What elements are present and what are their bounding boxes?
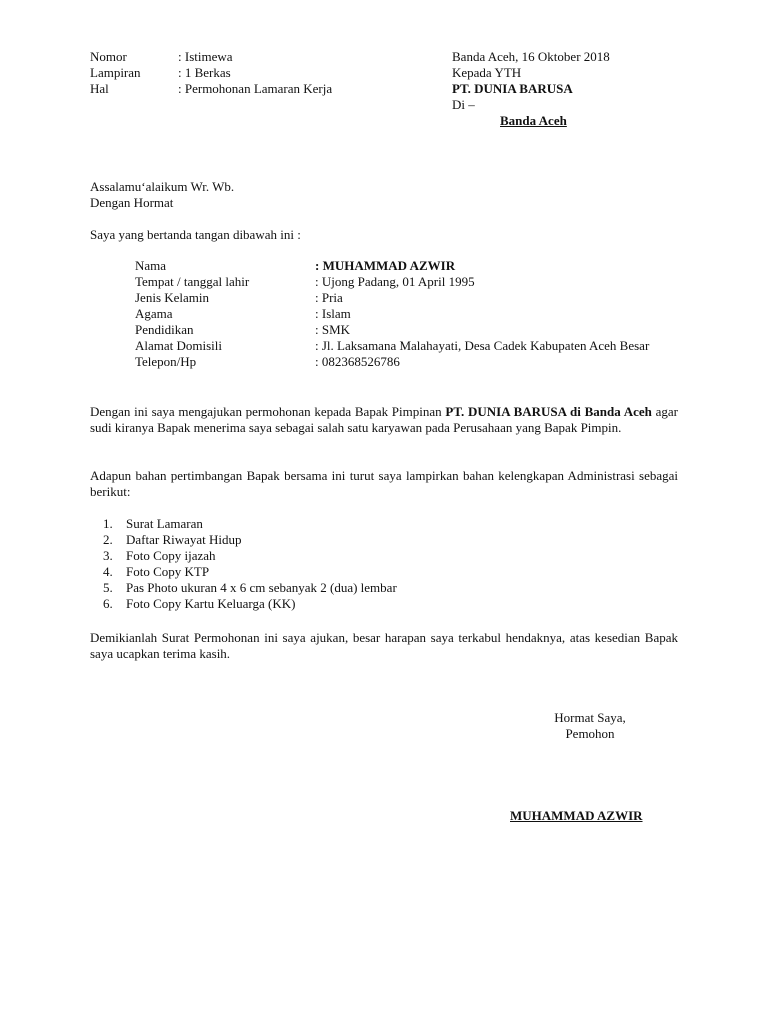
- recipient-city: Banda Aceh: [500, 113, 567, 128]
- meta-row-nomor: [90, 49, 332, 65]
- identity-row-religion: [135, 306, 680, 322]
- intro-text: Saya yang bertanda tangan dibawah ini :: [90, 227, 301, 242]
- list-text: Surat Lamaran: [126, 516, 203, 531]
- attachments-list: [103, 516, 397, 612]
- identity-row-nama: [135, 258, 680, 274]
- list-text: Foto Copy ijazah: [126, 548, 216, 563]
- identity-key: Tempat / tanggal lahir: [135, 274, 250, 289]
- identity-row-phone: [135, 354, 680, 370]
- identity-key: Pendidikan: [135, 322, 194, 337]
- meta-value: : 1 Berkas: [178, 65, 231, 80]
- list-item: [103, 596, 397, 612]
- greeting-salam: Assalamu‘alaikum Wr. Wb.: [90, 179, 235, 194]
- identity-key: Telepon/Hp: [135, 354, 197, 369]
- list-text: Foto Copy KTP: [126, 564, 210, 579]
- recipient-address: [452, 49, 682, 129]
- closing-paragraph: Demikianlah Surat Permohonan ini saya ajukan, besar harapan saya terkabul hendaknya, atas kesedian Bapak saya ucapkan terima kasih.: [90, 630, 678, 661]
- signer-name: MUHAMMAD AZWIR: [510, 808, 643, 823]
- identity-key: Agama: [135, 306, 173, 321]
- meta-value: : Permohonan Lamaran Kerja: [178, 81, 333, 96]
- request-paragraph: [90, 404, 678, 436]
- request-company: PT. DUNIA BARUSA di Banda Aceh: [445, 404, 652, 419]
- list-item: [103, 532, 397, 548]
- recipient-salutation: Kepada YTH: [452, 65, 522, 80]
- identity-value: : Ujong Padang, 01 April 1995: [315, 274, 475, 289]
- meta-value: : Istimewa: [178, 49, 233, 64]
- identity-row-education: [135, 322, 680, 338]
- list-item: [103, 548, 397, 564]
- meta-key: Lampiran: [90, 65, 141, 80]
- list-item: [103, 580, 397, 596]
- identity-value: : Pria: [315, 290, 343, 305]
- meta-key: Nomor: [90, 49, 127, 64]
- meta-row-lampiran: [90, 65, 332, 81]
- letter-date: Banda Aceh, 16 Oktober 2018: [452, 49, 610, 64]
- identity-key: Jenis Kelamin: [135, 290, 210, 305]
- identity-value: : SMK: [315, 322, 351, 337]
- list-number: 1.: [103, 516, 113, 531]
- closing-role: Pemohon: [565, 726, 615, 741]
- list-number: 3.: [103, 548, 113, 563]
- list-number: 5.: [103, 580, 113, 595]
- request-pre: Dengan ini saya mengajukan permohonan kepada Bapak Pimpinan: [90, 404, 446, 419]
- list-number: 2.: [103, 532, 113, 547]
- list-text: Daftar Riwayat Hidup: [126, 532, 242, 547]
- list-item: [103, 516, 397, 532]
- meta-key: Hal: [90, 81, 109, 96]
- identity-value-wrap: [315, 258, 680, 274]
- identity-row-address: [135, 338, 680, 354]
- identity-key: Nama: [135, 258, 167, 273]
- identity-row-ttl: [135, 274, 680, 290]
- closing-regards: Hormat Saya,: [554, 710, 626, 725]
- greeting-hormat: Dengan Hormat: [90, 195, 174, 210]
- closing-block: [530, 710, 650, 742]
- identity-value: : Jl. Laksamana Malahayati, Desa Cadek Kabupaten Aceh Besar: [315, 338, 650, 353]
- meta-row-hal: [90, 81, 332, 97]
- identity-table: [135, 258, 680, 370]
- letter-meta: [90, 49, 332, 97]
- identity-value: : 082368526786: [315, 354, 400, 369]
- request-post: agar sudi kiranya Bapak menerima saya sebagai salah satu karyawan pada Perusahaan yang Bapak Pimpin.: [90, 404, 678, 435]
- identity-row-gender: [135, 290, 680, 306]
- identity-value-wrap: [315, 338, 680, 354]
- attachments-intro: Adapun bahan pertimbangan Bapak bersama ini turut saya lampirkan bahan kelengkapan Administrasi sebagai berikut:: [90, 468, 678, 499]
- list-number: 6.: [103, 596, 113, 611]
- identity-value: : MUHAMMAD AZWIR: [315, 258, 456, 273]
- recipient-di: Di –: [452, 97, 475, 112]
- list-item: [103, 564, 397, 580]
- recipient-company: PT. DUNIA BARUSA: [452, 81, 573, 96]
- identity-value: : Islam: [315, 306, 351, 321]
- list-text: Pas Photo ukuran 4 x 6 cm sebanyak 2 (dua) lembar: [126, 580, 397, 595]
- identity-key: Alamat Domisili: [135, 338, 223, 353]
- list-number: 4.: [103, 564, 113, 579]
- list-text: Foto Copy Kartu Keluarga (KK): [126, 596, 296, 611]
